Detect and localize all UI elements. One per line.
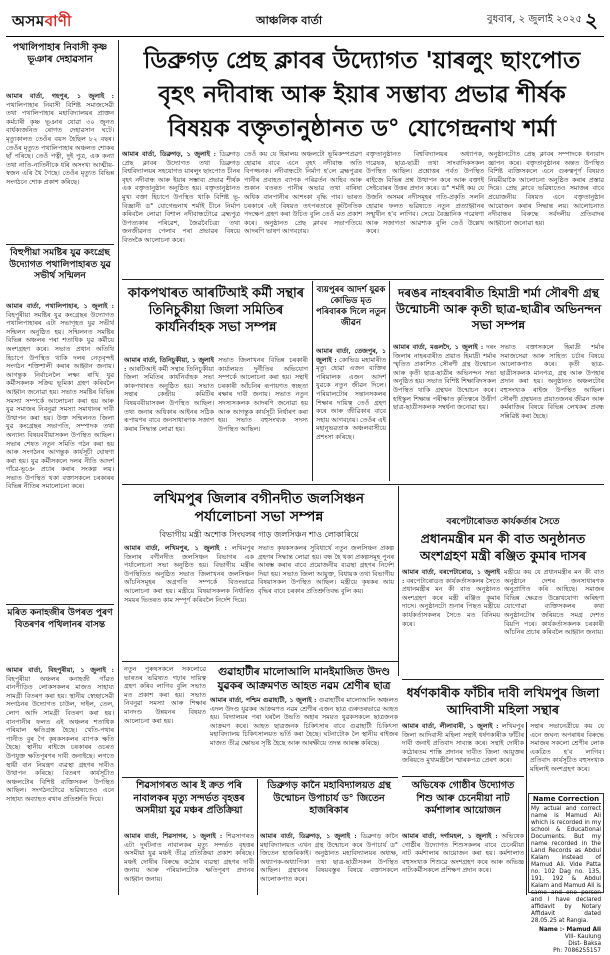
divider (257, 779, 258, 895)
covid-headline: ব্যয়পুৰৰ আদৰ্শ যুৱক কোভিড মৃত পৰিবাৰক দিলে নতুন জীৱন (316, 285, 387, 328)
sivasagar-headline: শিৱসাগৰত আৰ ই ক্ৰত পৰি নাবালকৰ মৃত্যু সন্দৰ্ভত বৃহত্তৰ অসমীয়া যুৱ মঞ্চৰ প্ৰতিক্ৰিয়া (133, 780, 245, 816)
covid-byline: আমাৰ বাৰ্তা, তেজপুৰ, ১ জুলাই : (316, 347, 386, 364)
drama-byline: আমাৰ বাৰ্তা, দৰ্গামহল, ১ জুলাই : (402, 832, 498, 840)
guwahati-byline: আমাৰ বাৰ্তা, পশ্চিম গুৱাহাটী, ১ জুলাই : (210, 696, 317, 704)
women-byline: আমাৰ বাৰ্তা, লীলাবাৰী, ১ জুলাই : (402, 722, 499, 730)
divider (398, 486, 399, 676)
newspaper-logo (12, 10, 72, 35)
drama-headline: অভিষেক গোষ্ঠীৰ উদ্যোগত শিশু আৰু চেনেমীয়া নাট কৰ্মশালাৰ আয়োজন (411, 780, 515, 816)
left-story3-body: আমাৰ বাৰ্তা, বিহপুৰীয়া, ১ জুলাই : বিহপুৰীয়া অঞ্চলৰ কনাহজী গাঁৱত বানপীড়িত লোকসকলৰ মাজত সাহায্য সামগ্ৰী বিতৰণ কৰা হয়। স্থানীয় স্বেচ্ছাসেৱী সংগঠনৰ উদ্যোগত চাউল, দাইল, তেল, লোণ আদি সামগ্ৰী বিতৰণ কৰা হয়। বানপানীৰ ফলত এই অঞ্চলৰ শতাধিক পৰিয়াল ক্ষতিগ্ৰস্ত হৈছে। খেতি-পথাৰ পানীত বুৰ গৈ কৃষকসকলৰ ব্যাপক ক্ষতি হৈছে। স্থানীয় ৰাইজে চৰকাৰৰ ওচৰত উপযুক্ত ক্ষতিপূৰণৰ দাবী জনাইছে। লগতে স্থায়ী বান নিয়ন্ত্ৰণ ব্যৱস্থা গ্ৰহণৰ দাবীও উত্থাপন কৰিছে। বিতৰণ কাৰ্যসূচীত অঞ্চলটোৰ বিশিষ্ট ব্যক্তিসকল উপস্থিত আছিল। সংগঠনটোৱে ভৱিষ্যতেও এনে সাহায্য অব্যাহত ৰখাৰ প্ৰতিশ্ৰুতি দিয়ে। (6, 666, 114, 803)
correction-phone: Ph: 7086255157 (553, 948, 601, 954)
correction-contact (531, 927, 601, 955)
divider (389, 281, 390, 481)
masthead (6, 0, 604, 37)
kakopathar-body-2: সভাত জিলাখনৰ বিভিন্ন চৰকাৰী কাৰ্যালয়ত দুৰ্নীতিৰ অভিযোগ সম্পৰ্কে আলোচনা কৰা হয়। সন্থাই চৰকাৰী আঁচনিৰ ৰূপায়ণত স্বচ্ছতা ৰক্ষাৰ দাবী জনায়। সভাত নতুন সদস্যসকলক আদৰণি জনোৱা হয় আৰু আগন্তুক কাৰ্যসূচী নিৰ্ধাৰণ কৰা হয়। সভাত বহুসংখ্যক সদস্য উপস্থিত আছিল। (218, 356, 308, 433)
section-name: আঞ্চলিক বাৰ্তা (256, 14, 323, 27)
guwahati-body: আমাৰ বাৰ্তা, পশ্চিম গুৱাহাটী, ১ জুলাই : গুৱাহাটীৰ মালোআলি অঞ্চলত এদল উদণ্ড যুৱকৰ আক্ৰমণত নৱম শ্ৰেণীৰ এজন ছাত্ৰ গুৰুতৰভাৱে আহত হয়। বিদ্যালয়ৰ পৰা ঘৰলৈ উভতি অহাৰ সময়ত যুৱকসকলে ছাত্ৰজনক আক্ৰমণ কৰে। আহত ছাত্ৰজনক চিকিৎসাৰ বাবে গুৱাহাটী চিকিৎসা মহাবিদ্যালয় চিকিৎসালয়ত ভৰ্তি কৰা হৈছে। ঘটনাটোক লৈ স্থানীয় ৰাইজৰ মাজত তীব্ৰ ক্ষোভৰ সৃষ্টি হৈছে আৰু আৰক্ষীয়ে তদন্ত আৰম্ভ কৰিছে। (210, 696, 398, 747)
mann-ki-baat-body-1: আমাৰ বাৰ্তা, বৰপেটাৰোড, ১ জুলাই : বৰপেটাৰোডত কাৰ্যকৰ্তাসকলৰ সৈতে প্ৰধানমন্ত্ৰীৰ মন কী বাত অনুষ্ঠানত অংশগ্ৰহণ কৰে মন্ত্ৰী ৰঞ্জিত কুমাৰ দাসে। অনুষ্ঠানটো শুনাৰ পিছত মন্ত্ৰীয়ে কাৰ্যকৰ্তাসকলৰ সৈতে মত বিনিময় কৰে। (402, 568, 500, 628)
left-story1-byline: আমাৰ বাৰ্তা, গহপুৰ, ১ জুলাই : (6, 92, 114, 100)
divider (6, 604, 114, 605)
correction-name: Name :- Mamud Ali (539, 927, 601, 933)
book-byline: আমাৰ বাৰ্তা, ডিব্ৰুগড়, ১ জুলাই : (260, 832, 357, 840)
main-story-col2: তেওঁ কয় যে হিমালয় অঞ্চলটো ভূমিকম্পপ্ৰৱণ হোৱাৰ বাবে এনে বৃহৎ নদীবান্ধ অতি বিপজ্জনক। নদীবান্ধটো নিৰ্মাণ হ'লে ব্ৰহ্মপুত্ৰৰ পানীৰ প্ৰবাহত ব্যাপক পৰিৱৰ্তন আহিব আৰু শুকান বতৰত পানীৰ অভাৱ তথা বাৰিষা অধিক বানপানীৰ আশংকা বৃদ্ধি পাব। ভাৰত চৰকাৰে এই বিষয়ত তৎপৰতাৰে কূটনৈতিক পদক্ষেপ গ্ৰহণ কৰা উচিত বুলি তেওঁ মত প্ৰকাশ কৰে। অনুষ্ঠানত প্ৰেছ ক্লাবৰ সভাপতিয়ে আদৰণি ভাষণ আগবঢ়ায়। (244, 150, 362, 236)
drama-body: আমাৰ বাৰ্তা, দৰ্গামহল, ১ জুলাই : অভিষেক গোষ্ঠীৰ উদ্যোগত শিশুসকলৰ বাবে চেনেমীয়া নাট কৰ্মশালাৰ আয়োজন কৰা হয়। কৰ্মশালাত বহুসংখ্যক শিশুৱে অংশগ্ৰহণ কৰে আৰু অভিজ্ঞ নাট্যকৰ্মীসকলে প্ৰশিক্ষণ প্ৰদান কৰে। (402, 832, 524, 875)
lakhimpur-body-1: আমাৰ বাৰ্তা, লখিমপুৰ, ১ জুলাই : লখিমপুৰ জিলাৰ বগীনদীত জলসিঞ্চন বিভাগৰ এক পৰ্যালোচনা সভা অনুষ্ঠিত হয়। বিভাগীয় মন্ত্ৰীৰ উপস্থিতিত অনুষ্ঠিত সভাত জিলাখনৰ জলসিঞ্চন আঁচনিসমূহৰ অগ্ৰগতি সম্পৰ্কে বিতংভাৱে আলোচনা কৰা হয়। মন্ত্ৰীয়ে বিষয়াসকলক নিৰ্ধাৰিত সময়ৰ ভিতৰত কাম সম্পূৰ্ণ কৰিবলৈ নিৰ্দেশ দিয়ে। (124, 544, 254, 604)
mann-ki-baat-headline: প্ৰধানমন্ত্ৰীৰ মন কী বাত অনুষ্ঠানত অংশগ্ৰহণ মন্ত্ৰী ৰঞ্জিত কুমাৰ দাসৰ (419, 531, 587, 563)
main-story-byline: আমাৰ বাৰ্তা, ডিব্ৰুগড়, ১ জুলাই : (122, 150, 216, 158)
kakopathar-byline: আমাৰ বাৰ্তা, তিনিচুকীয়া, ১ জুলাই : (124, 356, 214, 373)
divider (122, 279, 604, 280)
logo-part-2: বাণী (44, 12, 72, 30)
main-headline-line2: বৃহৎ নদীবান্ধ আৰু ইয়াৰ সম্ভাব্য প্ৰভাৱ শীৰ্ষক (158, 81, 566, 108)
name-correction-ad (528, 793, 604, 954)
page-number: ২ (584, 8, 598, 32)
lakhimpur-body-2: সভাত কৃষকসকলৰ সুবিধাৰ্থে নতুন জলসিঞ্চন প্ৰকল্প গ্ৰহণৰ সিদ্ধান্ত লোৱা হয়। বন্ধ হৈ থকা প্ৰকল্পসমূহ পুনৰ আৰম্ভ কৰাৰ বাবে প্ৰয়োজনীয় ব্যৱস্থা গ্ৰহণৰ নিৰ্দেশ দিয়া হয়। সভাত জিলা আয়ুক্ত, বিধায়ক তথা বিভাগীয় বিষয়াসকল উপস্থিত আছিল। মন্ত্ৰীয়ে কৃষকৰ আয় বৃদ্ধিৰ বাবে চৰকাৰ প্ৰতিশ্ৰুতিবদ্ধ বুলি কয়। (258, 544, 394, 595)
main-story-col4: অনুষ্ঠানটোত প্ৰেছ ক্লাবৰ সম্পাদকে ধন্যবাদ জ্ঞাপন কৰে। বক্তৃতানুষ্ঠানৰ অন্তত উপস্থিত বিশিষ্ট ব্যক্তিসকলে এনে গুৰুত্বপূৰ্ণ বিষয়ত নিয়মীয়াকৈ আলোচনা অনুষ্ঠিত কৰাৰ প্ৰস্তাৱ দিয়ে। প্ৰেছ ক্লাবে ভৱিষ্যতেও সমাজৰ বাবে প্ৰয়োজনীয় বিষয়ত এনে বক্তৃতানুষ্ঠান আয়োজন কৰাৰ সিদ্ধান্ত লয়। আলোচনাত নদীবান্ধৰ বিৰুদ্ধে সৰ্বদলীয় প্ৰতিবাদৰ আহ্বানো জনোৱা হয়। (488, 150, 604, 227)
guwahati-headline: গুৱাহাটীৰ মালোআলি মানইমাজিত উদণ্ড যুৱকৰ আক্ৰমণত আহত নৱম শ্ৰেণীৰ ছাত্ৰ (217, 666, 391, 692)
lakhimpur-subhead: বিভাগীয় মন্ত্ৰী অশোক সিংঘলৰ গাড় জলসিঞ্চন শাও লোকাৰিয়ে (159, 530, 359, 539)
women-body: আমাৰ বাৰ্তা, লীলাবাৰী, ১ জুলাই : লখিমপুৰ জিলা আদিবাসী মহিলা সন্থাই ধৰ্ষণকাৰীক ফাঁচীৰ দাবী জনাই প্ৰতিবাদ সাব্যস্ত কৰে। সন্থাই দোষীক কঠোৰতম শাস্তি প্ৰদানৰ দাবীত জিলা আয়ুক্তৰ জৰিয়তে মুখ্যমন্ত্ৰীলৈ স্মাৰকপত্ৰ প্ৰেৰণ কৰে। (402, 722, 524, 765)
main-story-col3: বক্তৃতানুষ্ঠানত বিশ্ববিদ্যালয়ৰ অধ্যাপক, গৱেষক, ছাত্ৰ-ছাত্ৰী তথা সাংবাদিকসকল উপস্থিত আছিল। প্ৰশ্নোত্তৰ পৰ্বত উপস্থিত ৰাইজে বিভিন্ন প্ৰশ্ন উত্থাপন কৰে আৰু বক্তাই সেইবোৰৰ উত্তৰ প্ৰদান কৰে। ড° শৰ্মাই কয় যে উজনি অসমৰ নদীসমূহৰ গতি-প্ৰকৃতি সলনি হোৱাৰ ফলত ভৱিষ্যতে নতুন প্ৰত্যাহ্বানৰ সন্মুখীন হ'ব লাগিব। সেয়ে বৈজ্ঞানিক গৱেষণা আৰু সজাগতা আৱশ্যক বুলি তেওঁ উল্লেখ কৰে। (366, 150, 484, 236)
mann-ki-baat-kicker: বৰপেটাৰোডত কাৰ্যকৰ্তাৰ সৈতে (446, 517, 560, 527)
divider (312, 281, 313, 481)
guwahati-body-0: নতুন পুৰুষসকলে সকলোৱে ভাৰতৰ ভৱিষ্যত গঢ়াৰ দায়িত্ব গ্ৰহণ কৰিব লাগিব বুলি সভাত মত প্ৰকাশ কৰা হয়। সভাত নিবনুৱা সমস্যা আৰু শিক্ষাৰ মানদণ্ড উন্নয়নৰ বিষয়ত আলোচনা কৰা হয়। (124, 665, 206, 725)
left-story3-byline: আমাৰ বাৰ্তা, বিহপুৰীয়া, ১ জুলাই : (6, 666, 114, 674)
sivasagar-body: আমাৰ বাৰ্তা, শিৱসাগৰ, ১ জুলাই : শিৱসাগৰত এটা দুৰ্ঘটনাত নাবালকৰ মৃত্যু সন্দৰ্ভত বৃহত্তৰ অসমীয়া যুৱ মঞ্চই তীব্ৰ প্ৰতিক্ৰিয়া প্ৰকাশ কৰিছে। মঞ্চই দোষীৰ বিৰুদ্ধে কঠোৰ ব্যৱস্থা গ্ৰহণৰ দাবী জনায় আৰু পৰিয়ালটোক ক্ষতিপূৰণ প্ৰদানৰ আহ্বান জনায়। (124, 832, 254, 883)
left-story2-body: আমাৰ বাৰ্তা, পথালিপাহাৰ, ১ জুলাই : বিহপুৰীয়া সমষ্টিৰ যুৱ কংগ্ৰেছৰ উদ্যোগত পথালিপাহাৰৰ এটা সভাগৃহত যুৱ সভীৰ্থ সন্মিলন অনুষ্ঠিত হয়। সন্মিলনত সমষ্টিৰ বিভিন্ন অঞ্চলৰ পৰা শতাধিক যুৱ কৰ্মীয়ে অংশগ্ৰহণ কৰে। সভাত প্ৰধান অতিথি হিচাপে উপস্থিত থাকি দলৰ নেতৃবৃন্দই সংগঠন শক্তিশালী কৰাৰ আহ্বান জনায়। আগন্তুক নিৰ্বাচনলৈ লক্ষ্য ৰাখি যুৱ কৰ্মীসকলক সক্ৰিয় ভূমিকা গ্ৰহণ কৰিবলৈ আহ্বান জনোৱা হয়। সভাত সমষ্টিৰ বিভিন্ন সমস্যা সম্পৰ্কে আলোচনা কৰা হয় আৰু যুৱ সমাজৰ নিবনুৱা সমস্যা সমাধানৰ দাবী উত্থাপন কৰা হয়। উক্ত সন্মিলনত জিলা যুৱ কংগ্ৰেছৰ সভাপতি, সম্পাদক তথা অন্যান্য বিষয়ববীয়াসকল উপস্থিত আছিল। সভাৰ শেষত নতুন সমিতি গঠন কৰা হয় আৰু সংগঠনৰ আগন্তুক কাৰ্যসূচী ঘোষণা কৰা হয়। যুৱ কৰ্মীসকলে দলৰ নীতি আদৰ্শ গাঁৱে-ভূঞে প্ৰচাৰ কৰাৰ সংকল্প লয়। সভাত উপস্থিত থকা বক্তাসকলে চৰকাৰৰ বিভিন্ন নীতিৰ সমালোচনা কৰে। (6, 302, 114, 491)
left-story1-body: আমাৰ বাৰ্তা, গহপুৰ, ১ জুলাই : পথালিপাহাৰ নিবাসী বিশিষ্ট সমাজসেৱী তথা পথালিপাহাৰ মহাবিদ্যালয়ৰ প্ৰাক্তন কৰ্মচাৰী কৃষ্ণ ভূঞাৰ যোৱা ৩০ জুনত বাৰ্ধক্যজনিত ৰোগত দেহাৱসান ঘটে। মৃত্যুকালত তেওঁৰ বয়স হৈছিল ৮২ বছৰ। তেওঁৰ মৃত্যুত পথালিপাহাৰ অঞ্চলত শোকৰ ছাঁ পৰিছে। তেওঁ পত্নী, দুই পুত্ৰ, এক কন্যা তথা নাতি-নাতিনীকে ধৰি অসংখ্য আত্মীয়-স্বজন এৰি থৈ গৈছে। তেওঁৰ মৃত্যুত বিভিন্ন সংগঠনে শোক প্ৰকাশ কৰিছে। (6, 92, 114, 186)
divider (6, 244, 114, 245)
kakopathar-headline: কাকপথাৰত আৰটিআই কৰ্মী সন্থাৰ তিনিচুকীয়া জিলা সমিতিৰ কাৰ্যনিৰ্বাহক সভা সম্পন্ন (127, 286, 305, 335)
women-headline: ধৰ্ষণকাৰীক ফাঁচীৰ দাবী লখিমপুৰ জিলা আদিবাসী মহিলা সন্থাৰ (406, 685, 600, 717)
book-headline: ডিব্ৰুগড় কানৈ মহাবিদ্যালয়ত গ্ৰন্থ উন্মোচন উপাচাৰ্য ড° জিতেন হাজৰিকাৰ (267, 780, 391, 816)
divider (402, 679, 604, 680)
main-story-col1: আমাৰ বাৰ্তা, ডিব্ৰুগড়, ১ জুলাই : ডিব্ৰুগড় প্ৰেছ ক্লাবৰ উদ্যোগত তথা ডিব্ৰুগড় বিশ্ববিদ্যালয়ৰ সহযোগত য়াৰলুং ছাংপোত চীনৰ বৃহৎ নদীবান্ধ আৰু ইয়াৰ সম্ভাব্য প্ৰভাৱ শীৰ্ষক এক বক্তৃতানুষ্ঠান অনুষ্ঠিত হয়। বক্তৃতানুষ্ঠানত মুখ্য বক্তা হিচাপে উপস্থিত থাকি বিশিষ্ট ভূ-বিজ্ঞানী ড° যোগেন্দ্ৰনাথ শৰ্মাই চীনে নিৰ্মাণ কৰিবলৈ লোৱা বিশাল নদীবান্ধটোৱে ব্ৰহ্মপুত্ৰ উপত্যকাৰ পৰিৱেশ, জৈৱবৈচিত্ৰ্য তথা জনজীৱনত পেলাব পৰা প্ৰভাৱৰ বিষয়ে বিতংকৈ আলোচনা কৰে। (122, 150, 240, 244)
divider (122, 777, 398, 778)
kakopathar-body-1: আমাৰ বাৰ্তা, তিনিচুকীয়া, ১ জুলাই : আৰটিআই কৰ্মী সন্থাৰ তিনিচুকীয়া জিলা সমিতিৰ কাৰ্যনিৰ্বাহক সভা কাকপথাৰত অনুষ্ঠিত হয়। সভাত সন্থাৰ কেন্দ্ৰীয় কমিটিৰ বিষয়ববীয়াসকল উপস্থিত আছিল। তথ্য জনাৰ অধিকাৰ আইনৰ সঠিক ৰূপায়ণৰ বাবে জনসাধাৰণক সজাগ কৰাৰ সিদ্ধান্ত লোৱা হয়। (124, 356, 214, 433)
himadri-body-2: সভাত বক্তাসকলে হিমাদ্ৰী শৰ্মাৰ সমাজসেৱা আৰু সাহিত্য চৰ্চাৰ বিষয়ে আলোকপাত কৰে। কৃতী ছাত্ৰ-ছাত্ৰীসকলক মানপত্ৰ, গ্ৰন্থ আৰু উপহাৰ প্ৰদান কৰা হয়। অনুষ্ঠানত অঞ্চলটোৰ বহুসংখ্যক ৰাইজ উপস্থিত আছিল। সৌৰণী গ্ৰন্থখনত প্ৰয়াতজনৰ জীৱন আৰু কৰ্মৰাজিৰ বিষয়ে বিভিন্ন লেখকৰ প্ৰবন্ধ সন্নিৱিষ্ট কৰা হৈছে। (500, 343, 604, 420)
main-headline-line1: ডিব্ৰুগড় প্ৰেছ ক্লাবৰ উদ্যোগত 'য়াৰলুং ছাংপোত (143, 47, 581, 74)
correction-title: Name Correction (532, 795, 600, 803)
sivasagar-byline: আমাৰ বাৰ্তা, শিৱসাগৰ, ১ জুলাই : (124, 832, 223, 840)
divider (122, 484, 604, 485)
correction-district: Dist- Baksa (568, 941, 601, 947)
covid-body: আমাৰ বাৰ্তা, তেজপুৰ, ১ জুলাই : কোভিড মহামাৰীত মৃত্যু হোৱা এজন ব্যক্তিৰ পৰিয়ালক এজন আদৰ্শ যুৱকে নতুন জীৱন দিলে। পৰিয়ালটোৰ সন্তানসকলৰ শিক্ষাৰ দায়িত্ব তেওঁ গ্ৰহণ কৰে আৰু জীৱিকাৰ বাবে সহায় আগবঢ়ায়। তেওঁৰ এই মহানুভৱতাক অঞ্চলবাসীয়ে প্ৰশংসা কৰিছে। (316, 347, 386, 441)
lakhimpur-headline: লখিমপুৰ জিলাৰ বগীনদীত জলসিঞ্চন পৰ্যালোচনা সভা সম্পন্ন (153, 491, 365, 525)
himadri-byline: আমাৰ বাৰ্তা, মঙলদৈ, ১ জুলাই : (393, 343, 484, 351)
issue-date: বুধবাৰ, ২ জুলাই ২০২৫ (487, 14, 582, 25)
left-story2-byline: আমাৰ বাৰ্তা, পথালিপাহাৰ, ১ জুলাই : (6, 302, 114, 310)
book-body: আমাৰ বাৰ্তা, ডিব্ৰুগড়, ১ জুলাই : ডিব্ৰুগড় কানৈ মহাবিদ্যালয়ত এখন গ্ৰন্থ উন্মোচন কৰে উপাচাৰ্য ড° জিতেন হাজৰিকাই। অনুষ্ঠানত মহাবিদ্যালয়ৰ অধ্যক্ষ, অধ্যাপক-অধ্যাপিকা তথা ছাত্ৰ-ছাত্ৰীসকল উপস্থিত আছিল। গ্ৰন্থখনৰ বিষয়বস্তুৰ বিষয়ে বক্তাসকলে আলোকপাত কৰে। (260, 832, 398, 883)
correction-village: Vill- Kaulung (564, 934, 601, 940)
divider (122, 661, 398, 662)
divider (402, 776, 524, 777)
mann-ki-baat-byline: আমাৰ বাৰ্তা, বৰপেটাৰোড, ১ জুলাই : (402, 568, 500, 585)
left-story3-headline: মৰিত কনাহজীৰ উপৰত পুৰণ বিতৰণৰ পথিলানৰ বাসন্ত (7, 608, 113, 630)
main-headline-block (120, 44, 604, 146)
himadri-body-1: আমাৰ বাৰ্তা, মঙলদৈ, ১ জুলাই : দৰং জিলাৰ নাহৰবাৰীত প্ৰয়াত হিমাদ্ৰী শৰ্মাৰ স্মৃতিত প্ৰকাশিত সৌৰণী গ্ৰন্থ উন্মোচন আৰু কৃতী ছাত্ৰ-ছাত্ৰীৰ অভিনন্দন সভা অনুষ্ঠিত হয়। সভাত বিশিষ্ট শিক্ষাবিদসকল উপস্থিত থাকি গ্ৰন্থখন উন্মোচন কৰে। হাইস্কুল শিক্ষান্ত পৰীক্ষাত কৃতিত্বৰে উত্তীৰ্ণ ছাত্ৰ-ছাত্ৰীসকলক সম্বৰ্ধনা জনোৱা হয়। (393, 343, 496, 412)
mann-ki-baat-body-2: মন্ত্ৰীয়ে কয় যে প্ৰধানমন্ত্ৰীৰ মন কী বাত অনুষ্ঠানে দেশৰ জনসাধাৰণক অনুপ্ৰাণিত কৰি আহিছে। সমাজৰ বিভিন্ন ক্ষেত্ৰত উল্লেখযোগ্য অৰিহণা যোগোৱা ব্যক্তিসকলৰ কথা অনুষ্ঠানটোৰ জৰিয়তে সমগ্ৰ দেশত বিয়পি পৰে। কাৰ্যকৰ্তাসকলক চৰকাৰী আঁচনিৰ প্ৰচাৰ কৰিবলৈ আহ্বান জনায়। (504, 568, 604, 637)
himadri-headline: দৰঙৰ নাহৰবাৰীত হিমাদ্ৰী শৰ্মা সৌৰণী গ্ৰন্থ উন্মোচনী আৰু কৃতী ছাত্ৰ-ছাত্ৰীৰ অভিনন্দন সভা সম্পন্ন (395, 286, 602, 332)
main-headline-line3: বিষয়ক বক্তৃতানুষ্ঠানত ড° যোগেন্দ্ৰনাথ শৰ্মা (167, 115, 557, 142)
logo-part-1: অসম (12, 12, 45, 30)
divider (526, 722, 527, 895)
lakhimpur-byline: আমাৰ বাৰ্তা, লখিমপুৰ, ১ জুলাই : (124, 544, 227, 552)
left-story1-headline: পথালিপাহাৰ নিবাসী কৃষ্ণ ভূঞাৰ দেহাৱসান (12, 42, 108, 65)
correction-body: My actual and correct name is Mamud Ali which is recorded in my school & Educational Documents. But my name recorded in the Land Records as Abdul Kalam instead of Mamud Ali. Vide Patta no. 102 Dag no. 135, 191, 192 & Abdul Kalam and Mamud Ali is same and one person and I have declared affidavit by Notary Affidavit dated 28.05.25 at Rangia. (531, 806, 601, 924)
women-body-2: সন্থাৰ সভানেত্ৰীয়ে কয় যে এনে জঘন্য অপৰাধৰ বিৰুদ্ধে সমাজৰ সকলো শ্ৰেণীৰ লোক একত্ৰিত হ'ব লাগিব। প্ৰতিবাদ কাৰ্যসূচীত বহুসংখ্যক মহিলাই অংশগ্ৰহণ কৰে। (530, 722, 604, 773)
column-rule (118, 40, 119, 895)
left-story2-headline: বিহুপীয়া সমষ্টিৰ যুৱ কংগ্ৰেছ উদ্যোগত পথালিপাহাৰত যুৱ সভীৰ্থ সন্মিলন (9, 248, 111, 281)
